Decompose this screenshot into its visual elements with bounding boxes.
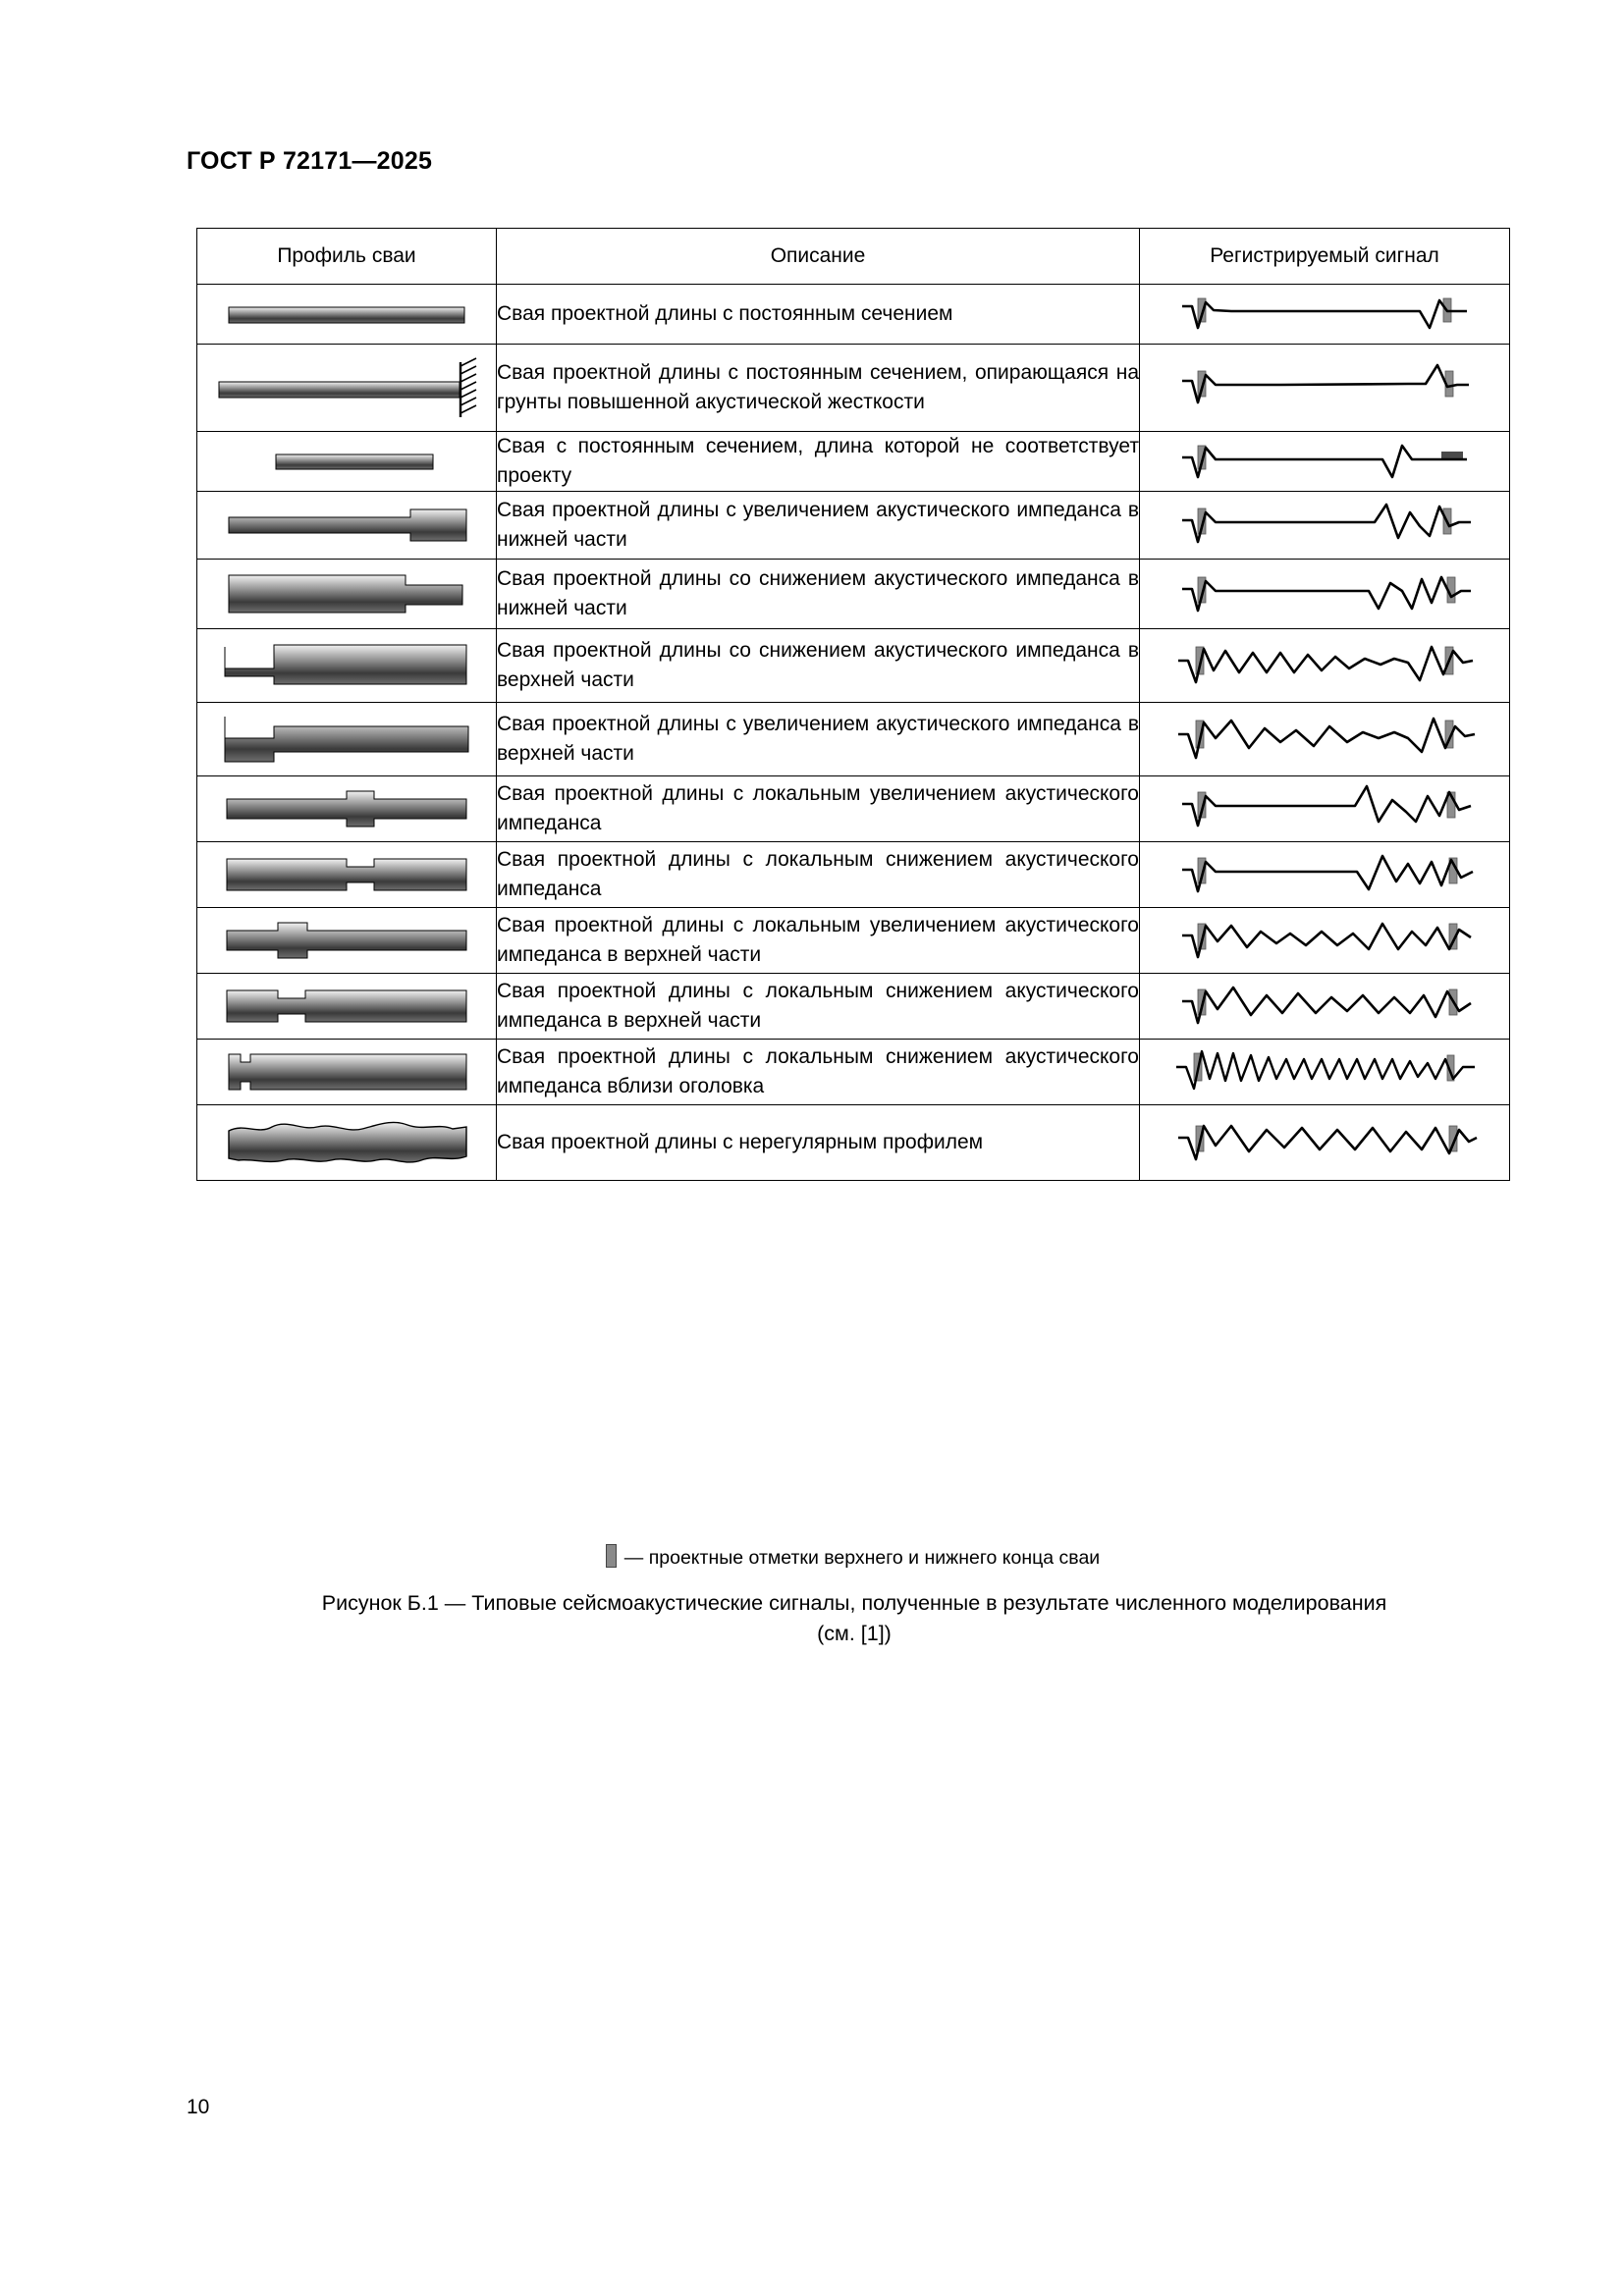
signal-trace-10	[1140, 908, 1510, 974]
signal-trace-9	[1140, 842, 1510, 908]
row-description: Свая проектной длины с увеличением акустического импеданса в нижней части	[497, 492, 1140, 560]
pile-signals-table	[196, 228, 1510, 1181]
row-description: Свая проектной длины со снижением акустического импеданса в верхней части	[497, 629, 1140, 703]
pile-profile-impedance-decrease-top	[197, 629, 497, 703]
pile-profile-short-pile	[197, 432, 497, 492]
column-header-profile: Профиль сваи	[197, 229, 497, 285]
table-row	[197, 1040, 1510, 1105]
row-description: Свая проектной длины с нерегулярным профилем	[497, 1105, 1140, 1181]
signal-trace-11	[1140, 974, 1510, 1040]
document-standard-number: ГОСТ Р 72171—2025	[187, 147, 433, 175]
legend	[196, 1544, 1509, 1570]
signal-trace-6	[1140, 629, 1510, 703]
design-mark-icon	[606, 1544, 617, 1568]
pile-profile-local-impedance-decrease	[197, 842, 497, 908]
legend-text: — проектные отметки верхнего и нижнего конца сваи	[623, 1547, 1101, 1569]
row-description: Свая проектной длины со снижением акустического импеданса в нижней части	[497, 560, 1140, 629]
pile-profile-uniform-pile-on-stiff-soil	[197, 345, 497, 432]
table-row	[197, 492, 1510, 560]
row-description: Свая проектной длины с локальным увеличением акустического импеданса в верхней части	[497, 908, 1140, 974]
pile-profile-impedance-decrease-bottom	[197, 560, 497, 629]
table-row	[197, 974, 1510, 1040]
table-row	[197, 908, 1510, 974]
column-header-description: Описание	[497, 229, 1140, 285]
table-row	[197, 1105, 1510, 1181]
figure-caption	[187, 1588, 1522, 1649]
signal-trace-13	[1140, 1105, 1510, 1181]
pile-profile-irregular-profile	[197, 1105, 497, 1181]
pile-profile-impedance-increase-top	[197, 703, 497, 776]
table-row	[197, 432, 1510, 492]
row-description: Свая проектной длины с локальным снижением акустического импеданса	[497, 842, 1140, 908]
pile-profile-local-impedance-decrease-head	[197, 1040, 497, 1105]
signal-trace-5	[1140, 560, 1510, 629]
table-header-row	[197, 229, 1510, 285]
row-description: Свая проектной длины с локальным снижением акустического импеданса вблизи оголовка	[497, 1040, 1140, 1105]
row-description: Свая проектной длины с локальным снижением акустического импеданса в верхней части	[497, 974, 1140, 1040]
row-description: Свая проектной длины с постоянным сечением, опирающаяся на грунты повышенной акустической жесткости	[497, 345, 1140, 432]
pile-profile-local-impedance-increase	[197, 776, 497, 842]
signal-trace-3	[1140, 432, 1510, 492]
row-description: Свая проектной длины с постоянным сечением	[497, 285, 1140, 345]
table-row	[197, 560, 1510, 629]
pile-profile-uniform-pile	[197, 285, 497, 345]
signal-trace-1	[1140, 285, 1510, 345]
row-description: Свая с постоянным сечением, длина которой не соответствует проекту	[497, 432, 1140, 492]
pile-profile-local-impedance-increase-top	[197, 908, 497, 974]
signal-trace-2	[1140, 345, 1510, 432]
row-description: Свая проектной длины с локальным увеличением акустического импеданса	[497, 776, 1140, 842]
signal-trace-8	[1140, 776, 1510, 842]
table-row	[197, 629, 1510, 703]
table-row	[197, 776, 1510, 842]
pile-profile-local-impedance-decrease-top	[197, 974, 497, 1040]
signal-trace-7	[1140, 703, 1510, 776]
signal-trace-12	[1140, 1040, 1510, 1105]
table-row	[197, 345, 1510, 432]
figure-caption-line1: Рисунок Б.1 — Типовые сейсмоакустические сигналы, полученные в результате численного моделирования	[321, 1591, 1387, 1615]
row-description: Свая проектной длины с увеличением акустического импеданса в верхней части	[497, 703, 1140, 776]
pile-profile-impedance-increase-bottom	[197, 492, 497, 560]
column-header-signal: Регистрируемый сигнал	[1140, 229, 1510, 285]
signal-trace-4	[1140, 492, 1510, 560]
page-number: 10	[187, 2096, 210, 2118]
table-row	[197, 285, 1510, 345]
figure-caption-line2: (см. [1])	[817, 1622, 892, 1645]
table-row	[197, 703, 1510, 776]
table-row	[197, 842, 1510, 908]
